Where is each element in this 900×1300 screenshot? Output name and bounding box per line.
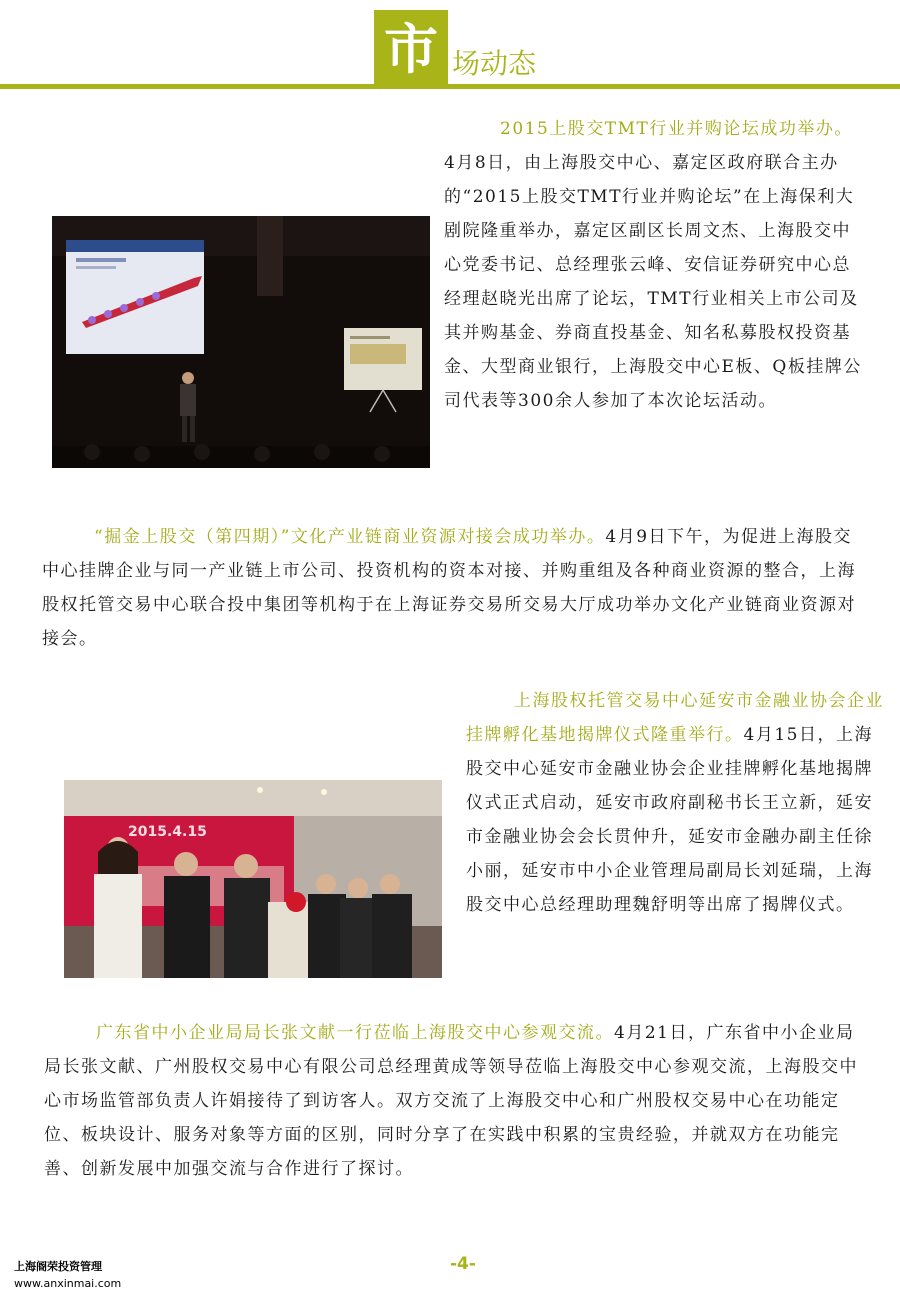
article-3-body: 4月15日，上海股交中心延安市金融业协会企业挂牌孵化基地揭牌仪式正式启动，延安市政府副秘书长王立新，延安市金融业协会会长贯仲升，延安市金融办副主任徐小丽，延安市中小企业管理局副局长刘延瑞，上海股交中心总经理助理魏舒明等出席了揭牌仪式。 (466, 725, 873, 915)
article-4 (44, 1016, 860, 1186)
footer-url[interactable]: www.anxinmai.com (14, 1277, 122, 1290)
section-title-rest: 场动态 (452, 47, 537, 80)
article-2 (42, 520, 858, 656)
article-4-body: 4月21日，广东省中小企业局局长张文献、广州股权交易中心有限公司总经理黄成等领导莅临上海股交中心参观交流，上海股交中心市场监管部负责人许娟接待了到访客人。双方交流了上海股交中心和广州股权交易中心在功能定位、板块设计、服务对象等方面的区别，同时分享了在实践中积累的宝贵经验，并就双方在功能完善、创新发展中加强交流与合作进行了探讨。 (44, 1023, 858, 1179)
article-2-body: 4月9日下午，为促进上海股交中心挂牌企业与同一产业链上市公司、投资机构的资本对接、并购重组及各种商业资源的整合，上海股权托管交易中心联合投中集团等机构于在上海证券交易所交易大厅成功举办文化产业链商业资源对接会。 (42, 527, 856, 649)
footer-brand: 上海阍荣投资管理 (14, 1260, 102, 1273)
header-rule (0, 84, 900, 89)
ceremony-banner-text: 2015.4.15 (128, 824, 207, 840)
article-2-headline: “掘金上股交（第四期）”文化产业链商业资源对接会成功举办。 (94, 527, 606, 547)
page-number: -4- (450, 1254, 476, 1274)
forum-stage-photo (52, 216, 430, 468)
article-3-headline: 上海股权托管交易中心延安市金融业协会企业挂牌孵化基地揭牌仪式隆重举行。 (466, 691, 884, 745)
section-title-initial: 市 (374, 10, 448, 89)
article-4-headline: 广东省中小企业局局长张文献一行莅临上海股交中心参观交流。 (96, 1023, 614, 1043)
article-1-headline: 2015上股交TMT行业并购论坛成功举办。 (500, 119, 853, 139)
article-1-body: 4月8日，由上海股交中心、嘉定区政府联合主办的“2015上股交TMT行业并购论坛”在上海保利大剧院隆重举办，嘉定区副区长周文杰、上海股交中心党委书记、总经理张云峰、安信证券研究中心总经理赵晓光出席了论坛，TMT行业相关上市公司及其并购基金、券商直投基金、知名私募股权投资基金、大型商业银行，上海股交中心E板、Q板挂牌公司代表等300余人参加了本次论坛活动。 (444, 153, 862, 411)
article-1 (444, 112, 864, 418)
article-3 (466, 684, 886, 922)
ceremony-photo (64, 780, 442, 978)
